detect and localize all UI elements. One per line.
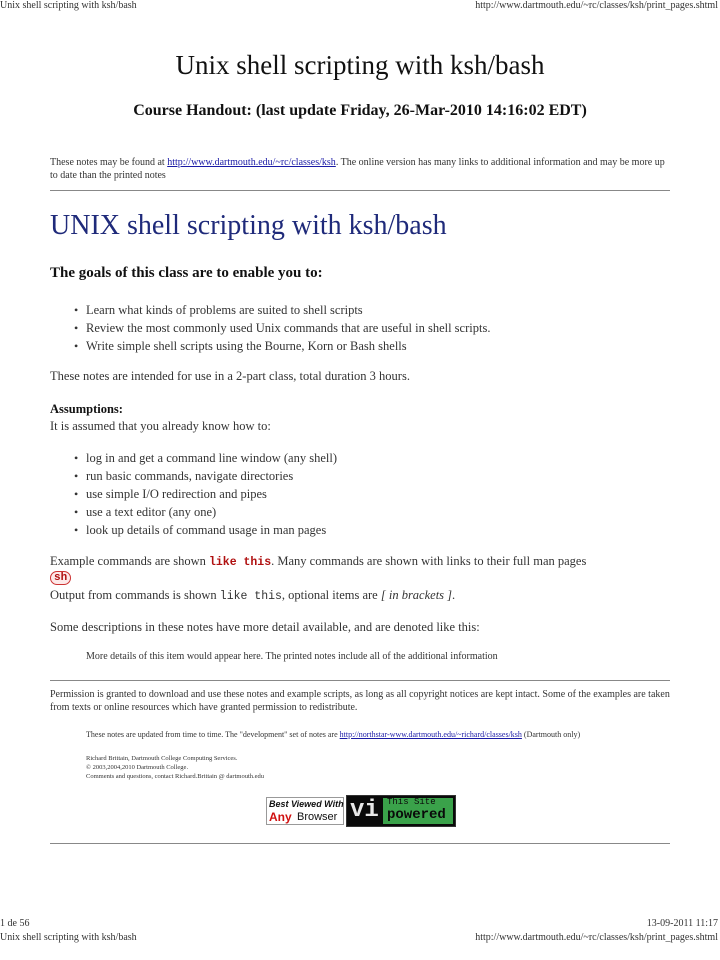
page-count: 1 de 56 (0, 918, 30, 929)
list-item: • Review the most commonly used Unix commands that are useful in shell scripts. (74, 321, 491, 335)
bullet-icon: • (74, 339, 79, 353)
sh-man-page-link[interactable]: sh (50, 571, 71, 585)
development-notes-link[interactable]: http://northstar-www.dartmouth.edu/~richard/classes/ksh (339, 730, 522, 739)
best-viewed-badge[interactable]: Best Viewed With Any Browser (266, 797, 344, 825)
intro-suffix: . The online version has many links to additional information and may be more up to date than the printed notes (50, 157, 665, 181)
list-item: • look up details of command usage in man pages (74, 523, 327, 537)
bullet-icon: • (74, 303, 79, 317)
example-code: like this (208, 556, 272, 569)
divider (50, 680, 670, 681)
output-code: like this (219, 590, 282, 603)
bullet-icon: • (74, 321, 79, 335)
list-item: • use a text editor (any one) (74, 505, 217, 519)
example-commands-line: Example commands are shown like this. Many commands are shown with links to their full man pages (50, 554, 587, 569)
print-timestamp: 13-09-2011 11:17 (646, 918, 718, 929)
section-title: UNIX shell scripting with ksh/bash (50, 210, 447, 241)
credit-line: Comments and questions, contact Richard.Brittain @ dartmouth.edu (86, 773, 265, 780)
list-item: • log in and get a command line window (any shell) (74, 451, 337, 465)
print-footer-url: http://www.dartmouth.edu/~rc/classes/ksh/print_pages.shtml (475, 932, 718, 943)
assumptions-heading: Assumptions: (50, 402, 123, 416)
divider (50, 190, 670, 191)
print-header-url: http://www.dartmouth.edu/~rc/classes/ksh/print_pages.shtml (475, 0, 718, 11)
assumptions-list (72, 449, 337, 539)
credits (86, 754, 264, 781)
list-item: • use simple I/O redirection and pipes (74, 487, 267, 501)
permission-text: Permission is granted to download and use these notes and example scripts, as long as all copyright notices are kept intact. Some of the examples are taken from texts or online resources which have granted permission to redistribute. (50, 689, 670, 713)
credit-line: Richard Brittain, Dartmouth College Computing Services. (86, 755, 238, 762)
notes-link[interactable]: http://www.dartmouth.edu/~rc/classes/ksh (167, 157, 336, 168)
print-footer-title: Unix shell scripting with ksh/bash (0, 932, 137, 943)
page-title: Unix shell scripting with ksh/bash (175, 50, 545, 80)
bullet-icon: • (74, 505, 79, 519)
updated-note: These notes are updated from time to time. The "development" set of notes are http://northstar-www.dartmouth.edu/~richard/classes/ksh (Dartmouth only) (86, 730, 581, 739)
list-item: • Learn what kinds of problems are suited to shell scripts (74, 303, 363, 317)
credit-line: © 2003,2004,2010 Dartmouth College. (86, 764, 189, 771)
print-header-title: Unix shell scripting with ksh/bash (0, 0, 137, 11)
intro-note (50, 156, 670, 182)
goals-heading: The goals of this class are to enable you to: (50, 265, 323, 281)
assumed-text: It is assumed that you already know how to: (50, 419, 271, 433)
bullet-icon: • (74, 487, 79, 501)
vi-powered-badge[interactable]: vi This Site powered (346, 795, 456, 827)
descriptions-line: Some descriptions in these notes have more detail available, and are denoted like this: (50, 620, 480, 634)
bullet-icon: • (74, 469, 79, 483)
divider (50, 843, 670, 844)
output-line: Output from commands is shown like this, optional items are [ in brackets ]. (50, 588, 456, 603)
goals-list (72, 301, 490, 355)
list-item: • Write simple shell scripts using the Bourne, Korn or Bash shells (74, 339, 407, 353)
list-item: • run basic commands, navigate directories (74, 469, 294, 483)
detail-text: More details of this item would appear here. The printed notes include all of the additional information (86, 651, 498, 662)
intro-prefix: These notes may be found at (50, 157, 168, 168)
bullet-icon: • (74, 523, 79, 537)
page-subtitle: Course Handout: (last update Friday, 26-Mar-2010 14:16:02 EDT) (133, 102, 587, 119)
bullet-icon: • (74, 451, 79, 465)
optional-brackets: [ in brackets ] (380, 588, 453, 602)
notes-intended: These notes are intended for use in a 2-part class, total duration 3 hours. (50, 369, 410, 383)
